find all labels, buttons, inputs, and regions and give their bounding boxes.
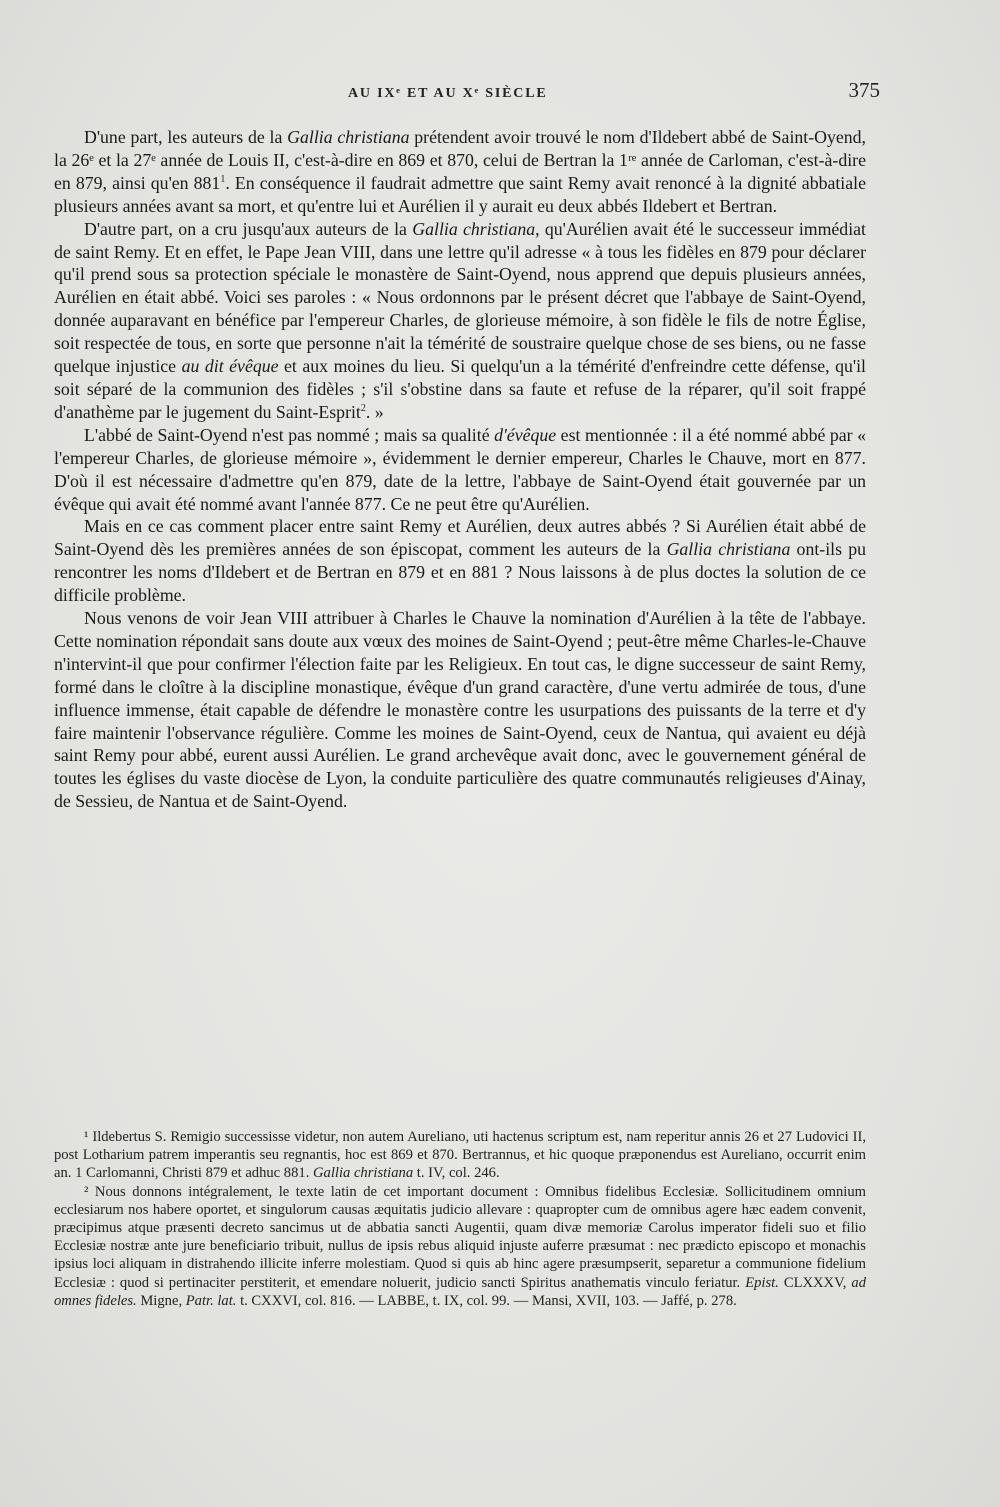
italic-text: Gallia christiana (287, 127, 410, 147)
footnote (54, 1183, 866, 1310)
italic-text: Gallia christiana (412, 218, 536, 239)
text-run: est mentionnée : il a été nommé abbé par « l'empereur Charles, de glorieuse mémoire », évidemment le dernier empereur, Charles le Chauve, mort en 877. D'où il est nécessaire d'admettre qu'en 879, date de la lettre, l'abbaye de Saint-Oyend était gouvernée par un évêque qui avait été nommé avant l'année 877. Ce ne peut être qu'Aurélien. (54, 424, 866, 514)
text-run: D'autre part, on a cru jusqu'aux auteurs de la (84, 218, 413, 239)
text-run: Nous venons de voir Jean VIII attribuer à Charles le Chauve la nomination d'Aurélien à la tête de l'abbaye. Cette nomination répondait sans doute aux vœux des moines de Saint-Oyend ; peut-être même Charles-le-Chauve n'intervint-il que pour confirmer l'élection faite par les Religieux. En tout cas, le digne successeur de saint Remy, formé dans le cloître à la discipline monastique, évêque d'un grand caractère, d'une vertu admirée de tous, d'une influence immense, était capable de défendre le monastère contre les usurpations des puissants de la terre et d'y faire maintenir l'observance régulière. Comme les moines de Saint-Oyend, ceux de Nantua, qui avaient eu déjà saint Remy pour abbé, eurent aussi Aurélien. Le grand archevêque avait donc, avec le gouvernement général de toutes les églises du vaste diocèse de Lyon, la conduite particulière des quatre communautés religieuses d'Ainay, de Sessieu, de Nantua et de Saint-Oyend. (54, 608, 866, 812)
text-run: . En conséquence il faudrait admettre que saint Remy avait renoncé à la dignité abbatiale plusieurs années avant sa mort, et qu'entre lui et Aurélien il y aurait eu deux abbés Ildebert et Bertran. (54, 172, 866, 216)
text-run: prétendent avoir trouvé le nom d'Ildebert abbé de Saint-Oyend, la 26ᵉ et la 27ᵉ année de Louis II, c'est-à-dire en 869 et 870, celui de Bertran la 1ʳᵉ année de Carloman, c'est-à-dire en 879, ainsi qu'en 881 (54, 127, 866, 193)
text-run: ² Nous donnons intégralement, le texte latin de cet important document : Omnibus fidelibus Ecclesiæ. Sollicitudinem omnium ecclesiarum nos habere oportet, et singulorum causas æquitatis judicio allevare : quapropter cum de omnibus agere hæc eadem convenit, præcipimus atque præsenti decreto sancimus ut de abbatia sancti Augentii, quam divæ memoriæ Carolus imperator fideli suo et filio Ecclesiæ nostræ ante jure beneficiario tribuit, nullus de ipsis rebus aliquid injuste auferre præsumat : nec prædicto episcopo et monachis ipsius loci aliquam in distrahendo illicite inferre molestiam. Quod si quis ab hinc agere præsumpserit, separetur a communione fidelium Ecclesiæ : quod si pertinaciter perstiterit, et emendare noluerit, judicio sancti Spiritus anathematis vinculo feriatur. (54, 1183, 866, 1291)
italic-text: Patr. lat. (185, 1292, 237, 1309)
main-text (54, 126, 866, 813)
page-header (58, 78, 878, 108)
text-run: t. IV, col. 246. (413, 1165, 500, 1182)
text-run: t. CXXVI, col. 816. — LABBE, t. IX, col. 99. — Mansi, XVII, 103. — Jaffé, p. 278. (236, 1292, 737, 1309)
footnote (54, 1128, 866, 1183)
text-run: . » (365, 401, 384, 422)
italic-text: ad omnes fideles. (54, 1274, 866, 1309)
italic-text: au dit évêque (181, 356, 279, 377)
text-run: Mais en ce cas comment placer entre saint Remy et Aurélien, deux autres abbés ? Si Aurélien était abbé de Saint-Oyend dès les premières années de son épiscopat, comment les auteurs de la (54, 516, 866, 560)
text-run: , qu'Aurélien avait été le successeur immédiat de saint Remy. Et en effet, le Pape Jean VIII, dans une lettre qu'il adresse « à tous les fidèles en 879 pour déclarer qu'il prend sous sa protection spéciale le monastère de Saint-Oyend, nous apprend que depuis plusieurs années, Aurélien en était abbé. Voici ses paroles : « Nous ordonnons par le présent décret que l'abbaye de Saint-Oyend, donnée auparavant en bénéfice par l'empereur Charles, de glorieuse mémoire, à son fidèle le fils de notre Église, soit respectée de tous, en sorte que personne n'ait la témérité de soustraire quelque chose de ses biens, ou ne fasse quelque injustice (54, 218, 866, 377)
footnote-ref: 1 (220, 173, 226, 185)
paragraph (54, 218, 866, 424)
paragraph (54, 126, 866, 218)
text-run: L'abbé de Saint-Oyend n'est pas nommé ; mais sa qualité (84, 424, 495, 445)
text-run: ¹ Ildebertus S. Remigio successisse videtur, non autem Aureliano, uti hactenus scriptum est, nam reperitur annis 26 et 27 Ludovici II, post Lotharium patrem imperantis seu regnantis, hoc est 869 et 870. Bertrannus, et hic quoque præponendus est Aureliano, occurrit enim an. 1 Carlomanni, Christi 879 et adhuc 881. (54, 1129, 866, 1182)
paragraph (54, 515, 866, 607)
text-run: D'une part, les auteurs de la (84, 127, 288, 147)
paragraph (54, 424, 866, 516)
italic-text: Gallia christiana (666, 539, 791, 560)
footnotes (54, 1128, 866, 1310)
text-run: ont-ils pu rencontrer les noms d'Ildebert et de Bertran en 879 et en 881 ? Nous laissons à de plus doctes la solution de ce difficile problème. (54, 539, 866, 606)
text-run: et aux moines du lieu. Si quelqu'un a la témérité d'enfreindre cette défense, qu'il soit séparé de la communion des fidèles ; s'il s'obstine dans sa faute et refuse de la réparer, qu'il soit frappé d'anathème par le jugement du Saint-Esprit (54, 356, 866, 422)
italic-text: Epist. (745, 1274, 779, 1291)
italic-text: d'évêque (494, 424, 557, 445)
text-run: Migne, (136, 1292, 186, 1309)
text-run: CLXXXV, (778, 1274, 852, 1291)
paragraph (54, 607, 866, 813)
footnote-ref: 2 (360, 402, 366, 414)
italic-text: Gallia christiana (313, 1165, 414, 1182)
page-number: 375 (848, 78, 880, 102)
running-title: AU IXᵉ ET AU Xᵉ SIÈCLE (348, 86, 548, 101)
